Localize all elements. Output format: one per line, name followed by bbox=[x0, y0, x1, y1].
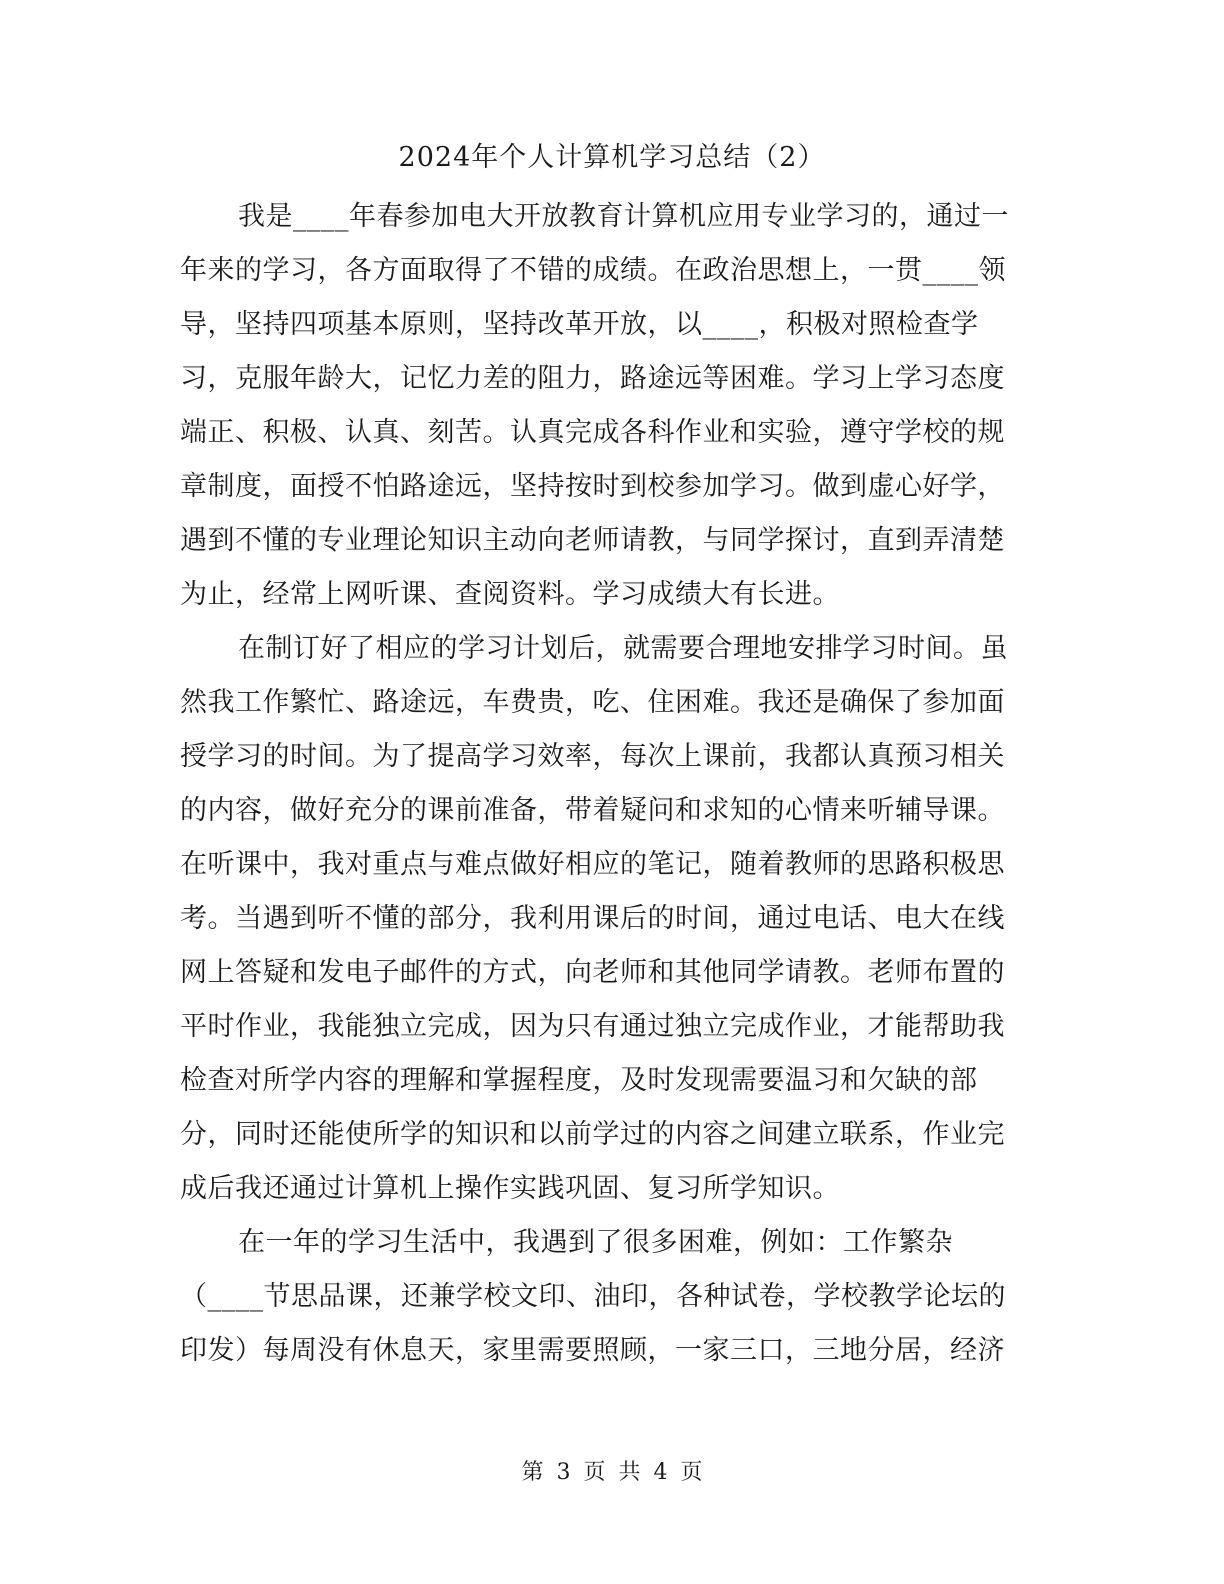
paragraph-line: 遇到不懂的专业理论知识主动向老师请教，与同学探讨，直到弄清楚 bbox=[180, 525, 1005, 556]
page-number-footer: 第 3 页 共 4 页 bbox=[521, 1460, 703, 1485]
paragraph-line: 网上答疑和发电子邮件的方式，向老师和其他同学请教。老师布置的 bbox=[180, 957, 1005, 988]
document-title: 2024年个人计算机学习总结（2） bbox=[398, 142, 826, 173]
document-body bbox=[180, 190, 1010, 1378]
paragraph-2 bbox=[180, 622, 1010, 1216]
paragraph-line: 在听课中，我对重点与难点做好相应的笔记，随着教师的思路积极思 bbox=[180, 849, 1005, 880]
paragraph-line: 考。当遇到听不懂的部分，我利用课后的时间，通过电话、电大在线 bbox=[180, 903, 1005, 934]
paragraph-line: 检查对所学内容的理解和掌握程度，及时发现需要温习和欠缺的部 bbox=[180, 1065, 978, 1096]
paragraph-line: 成后我还通过计算机上操作实践巩固、复习所学知识。 bbox=[180, 1173, 840, 1204]
paragraph-line: 导，坚持四项基本原则，坚持改革开放，以____，积极对照检查学 bbox=[180, 309, 979, 340]
paragraph-line: 章制度，面授不怕路途远，坚持按时到校参加学习。做到虚心好学， bbox=[180, 471, 1005, 502]
paragraph-3 bbox=[180, 1216, 1010, 1378]
paragraph-line: 的内容，做好充分的课前准备，带着疑问和求知的心情来听辅导课。 bbox=[180, 795, 1005, 826]
paragraph-line: 年来的学习，各方面取得了不错的成绩。在政治思想上，一贯____领 bbox=[180, 255, 1006, 286]
paragraph-line: 平时作业，我能独立完成，因为只有通过独立完成作业，才能帮助我 bbox=[180, 1011, 1005, 1042]
paragraph-line: 我是____年春参加电大开放教育计算机应用专业学习的，通过一 bbox=[238, 201, 1009, 232]
paragraph-line: 在制订好了相应的学习计划后，就需要合理地安排学习时间。虽 bbox=[238, 633, 1008, 664]
paragraph-line: 分，同时还能使所学的知识和以前学过的内容之间建立联系，作业完 bbox=[180, 1119, 1005, 1150]
paragraph-line: 在一年的学习生活中，我遇到了很多困难，例如：工作繁杂 bbox=[238, 1227, 953, 1258]
paragraph-line: 印发）每周没有休息天，家里需要照顾，一家三口，三地分居，经济 bbox=[180, 1335, 1005, 1366]
paragraph-line: （____节思品课，还兼学校文印、油印，各种试卷，学校教学论坛的 bbox=[180, 1281, 1006, 1312]
paragraph-line: 然我工作繁忙、路途远，车费贵，吃、住困难。我还是确保了参加面 bbox=[180, 687, 1005, 718]
paragraph-line: 端正、积极、认真、刻苦。认真完成各科作业和实验，遵守学校的规 bbox=[180, 417, 1005, 448]
paragraph-line: 习，克服年龄大，记忆力差的阻力，路途远等困难。学习上学习态度 bbox=[180, 363, 1005, 394]
paragraph-line: 为止，经常上网听课、查阅资料。学习成绩大有长进。 bbox=[180, 579, 840, 610]
paragraph-line: 授学习的时间。为了提高学习效率，每次上课前，我都认真预习相关 bbox=[180, 741, 1005, 772]
paragraph-1 bbox=[180, 190, 1010, 622]
